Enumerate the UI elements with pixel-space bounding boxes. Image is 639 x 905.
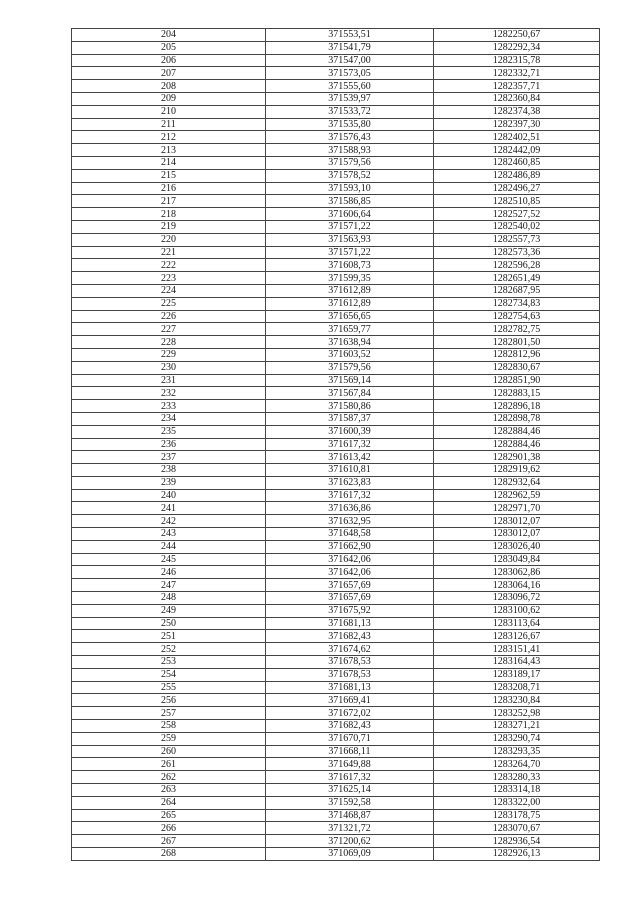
y-coordinate-cell: 1282442,09: [434, 144, 600, 157]
y-coordinate-cell: 1282496,27: [434, 182, 600, 195]
point-number-cell: 239: [72, 476, 266, 489]
point-number-cell: 249: [72, 604, 266, 617]
table-row: [72, 336, 600, 349]
point-number-cell: 210: [72, 105, 266, 118]
y-coordinate-cell: 1283178,75: [434, 809, 600, 822]
table-row: [72, 758, 600, 771]
point-number-cell: 224: [72, 284, 266, 297]
y-coordinate-cell: 1283113,64: [434, 617, 600, 630]
x-coordinate-cell: 371612,89: [266, 297, 434, 310]
y-coordinate-cell: 1282596,28: [434, 259, 600, 272]
y-coordinate-cell: 1282812,96: [434, 348, 600, 361]
point-number-cell: 208: [72, 80, 266, 93]
point-number-cell: 259: [72, 732, 266, 745]
table-row: [72, 208, 600, 221]
y-coordinate-cell: 1282402,51: [434, 131, 600, 144]
table-row: [72, 796, 600, 809]
table-row: [72, 528, 600, 541]
point-number-cell: 252: [72, 643, 266, 656]
table-row: [72, 310, 600, 323]
point-number-cell: 250: [72, 617, 266, 630]
table-row: [72, 92, 600, 105]
x-coordinate-cell: 371648,58: [266, 528, 434, 541]
y-coordinate-cell: 1282332,71: [434, 67, 600, 80]
table-row: [72, 643, 600, 656]
table-row: [72, 451, 600, 464]
y-coordinate-cell: 1282460,85: [434, 156, 600, 169]
point-number-cell: 246: [72, 566, 266, 579]
x-coordinate-cell: 371642,06: [266, 553, 434, 566]
point-number-cell: 253: [72, 656, 266, 669]
point-number-cell: 230: [72, 361, 266, 374]
point-number-cell: 223: [72, 272, 266, 285]
point-number-cell: 228: [72, 336, 266, 349]
y-coordinate-cell: 1282962,59: [434, 489, 600, 502]
point-number-cell: 207: [72, 67, 266, 80]
x-coordinate-cell: 371625,14: [266, 784, 434, 797]
x-coordinate-cell: 371569,14: [266, 374, 434, 387]
point-number-cell: 218: [72, 208, 266, 221]
point-number-cell: 240: [72, 489, 266, 502]
table-row: [72, 105, 600, 118]
x-coordinate-cell: 371681,13: [266, 617, 434, 630]
point-number-cell: 219: [72, 220, 266, 233]
y-coordinate-cell: 1282884,46: [434, 438, 600, 451]
table-row: [72, 489, 600, 502]
point-number-cell: 209: [72, 92, 266, 105]
y-coordinate-cell: 1282919,62: [434, 464, 600, 477]
point-number-cell: 204: [72, 29, 266, 42]
table-row: [72, 694, 600, 707]
table-row: [72, 182, 600, 195]
x-coordinate-cell: 371617,32: [266, 771, 434, 784]
y-coordinate-cell: 1282557,73: [434, 233, 600, 246]
table-row: [72, 348, 600, 361]
point-number-cell: 265: [72, 809, 266, 822]
x-coordinate-cell: 371603,52: [266, 348, 434, 361]
table-row: [72, 67, 600, 80]
table-row: [72, 169, 600, 182]
x-coordinate-cell: 371573,05: [266, 67, 434, 80]
table-row: [72, 54, 600, 67]
y-coordinate-cell: 1282357,71: [434, 80, 600, 93]
point-number-cell: 214: [72, 156, 266, 169]
x-coordinate-cell: 371623,83: [266, 476, 434, 489]
x-coordinate-cell: 371588,93: [266, 144, 434, 157]
point-number-cell: 232: [72, 387, 266, 400]
table-row: [72, 720, 600, 733]
table-row: [72, 630, 600, 643]
x-coordinate-cell: 371657,69: [266, 579, 434, 592]
point-number-cell: 237: [72, 451, 266, 464]
point-number-cell: 205: [72, 41, 266, 54]
y-coordinate-cell: 1283290,74: [434, 732, 600, 745]
x-coordinate-cell: 371580,86: [266, 400, 434, 413]
table-row: [72, 822, 600, 835]
x-coordinate-cell: 371579,56: [266, 156, 434, 169]
point-number-cell: 211: [72, 118, 266, 131]
table-row: [72, 784, 600, 797]
point-number-cell: 225: [72, 297, 266, 310]
y-coordinate-cell: 1283026,40: [434, 540, 600, 553]
table-row: [72, 29, 600, 42]
x-coordinate-cell: 371576,43: [266, 131, 434, 144]
x-coordinate-cell: 371610,81: [266, 464, 434, 477]
point-number-cell: 267: [72, 835, 266, 848]
y-coordinate-cell: 1282901,38: [434, 451, 600, 464]
x-coordinate-cell: 371553,51: [266, 29, 434, 42]
y-coordinate-cell: 1282801,50: [434, 336, 600, 349]
y-coordinate-cell: 1283314,18: [434, 784, 600, 797]
y-coordinate-cell: 1283126,67: [434, 630, 600, 643]
x-coordinate-cell: 371678,53: [266, 656, 434, 669]
y-coordinate-cell: 1282250,67: [434, 29, 600, 42]
table-row: [72, 220, 600, 233]
point-number-cell: 248: [72, 592, 266, 605]
x-coordinate-cell: 371681,13: [266, 681, 434, 694]
table-row: [72, 668, 600, 681]
point-number-cell: 233: [72, 400, 266, 413]
x-coordinate-cell: 371599,35: [266, 272, 434, 285]
point-number-cell: 242: [72, 515, 266, 528]
y-coordinate-cell: 1282651,49: [434, 272, 600, 285]
x-coordinate-cell: 371555,60: [266, 80, 434, 93]
table-row: [72, 809, 600, 822]
x-coordinate-cell: 371642,06: [266, 566, 434, 579]
x-coordinate-cell: 371321,72: [266, 822, 434, 835]
x-coordinate-cell: 371638,94: [266, 336, 434, 349]
x-coordinate-cell: 371608,73: [266, 259, 434, 272]
table-row: [72, 681, 600, 694]
y-coordinate-cell: 1283271,21: [434, 720, 600, 733]
y-coordinate-cell: 1283252,98: [434, 707, 600, 720]
x-coordinate-cell: 371632,95: [266, 515, 434, 528]
x-coordinate-cell: 371682,43: [266, 630, 434, 643]
coordinates-table-body: [72, 29, 600, 861]
x-coordinate-cell: 371563,93: [266, 233, 434, 246]
point-number-cell: 256: [72, 694, 266, 707]
point-number-cell: 255: [72, 681, 266, 694]
x-coordinate-cell: 371069,09: [266, 848, 434, 861]
table-row: [72, 259, 600, 272]
x-coordinate-cell: 371571,22: [266, 220, 434, 233]
table-row: [72, 246, 600, 259]
y-coordinate-cell: 1283049,84: [434, 553, 600, 566]
table-row: [72, 835, 600, 848]
x-coordinate-cell: 371617,32: [266, 489, 434, 502]
point-number-cell: 234: [72, 412, 266, 425]
point-number-cell: 238: [72, 464, 266, 477]
point-number-cell: 216: [72, 182, 266, 195]
y-coordinate-cell: 1283280,33: [434, 771, 600, 784]
y-coordinate-cell: 1282926,13: [434, 848, 600, 861]
y-coordinate-cell: 1283012,07: [434, 528, 600, 541]
y-coordinate-cell: 1282360,84: [434, 92, 600, 105]
x-coordinate-cell: 371674,62: [266, 643, 434, 656]
y-coordinate-cell: 1283322,00: [434, 796, 600, 809]
point-number-cell: 229: [72, 348, 266, 361]
x-coordinate-cell: 371682,43: [266, 720, 434, 733]
point-number-cell: 206: [72, 54, 266, 67]
y-coordinate-cell: 1282397,30: [434, 118, 600, 131]
table-row: [72, 80, 600, 93]
point-number-cell: 221: [72, 246, 266, 259]
point-number-cell: 262: [72, 771, 266, 784]
y-coordinate-cell: 1283012,07: [434, 515, 600, 528]
y-coordinate-cell: 1283293,35: [434, 745, 600, 758]
y-coordinate-cell: 1282734,83: [434, 297, 600, 310]
y-coordinate-cell: 1282896,18: [434, 400, 600, 413]
point-number-cell: 231: [72, 374, 266, 387]
table-row: [72, 195, 600, 208]
table-row: [72, 553, 600, 566]
table-row: [72, 656, 600, 669]
y-coordinate-cell: 1283100,62: [434, 604, 600, 617]
table-row: [72, 323, 600, 336]
x-coordinate-cell: 371612,89: [266, 284, 434, 297]
table-row: [72, 707, 600, 720]
table-row: [72, 374, 600, 387]
table-row: [72, 604, 600, 617]
x-coordinate-cell: 371468,87: [266, 809, 434, 822]
x-coordinate-cell: 371669,41: [266, 694, 434, 707]
table-row: [72, 732, 600, 745]
point-number-cell: 222: [72, 259, 266, 272]
y-coordinate-cell: 1282898,78: [434, 412, 600, 425]
x-coordinate-cell: 371571,22: [266, 246, 434, 259]
table-row: [72, 387, 600, 400]
table-row: [72, 41, 600, 54]
x-coordinate-cell: 371649,88: [266, 758, 434, 771]
y-coordinate-cell: 1282315,78: [434, 54, 600, 67]
table-row: [72, 566, 600, 579]
x-coordinate-cell: 371678,53: [266, 668, 434, 681]
point-number-cell: 244: [72, 540, 266, 553]
y-coordinate-cell: 1283064,16: [434, 579, 600, 592]
point-number-cell: 251: [72, 630, 266, 643]
x-coordinate-cell: 371657,69: [266, 592, 434, 605]
x-coordinate-cell: 371670,71: [266, 732, 434, 745]
x-coordinate-cell: 371567,84: [266, 387, 434, 400]
y-coordinate-cell: 1282754,63: [434, 310, 600, 323]
point-number-cell: 258: [72, 720, 266, 733]
x-coordinate-cell: 371579,56: [266, 361, 434, 374]
x-coordinate-cell: 371541,79: [266, 41, 434, 54]
coordinates-table: [71, 28, 600, 861]
y-coordinate-cell: 1282374,38: [434, 105, 600, 118]
point-number-cell: 261: [72, 758, 266, 771]
x-coordinate-cell: 371539,97: [266, 92, 434, 105]
y-coordinate-cell: 1282782,75: [434, 323, 600, 336]
point-number-cell: 266: [72, 822, 266, 835]
table-row: [72, 540, 600, 553]
y-coordinate-cell: 1282971,70: [434, 502, 600, 515]
table-row: [72, 515, 600, 528]
y-coordinate-cell: 1282573,36: [434, 246, 600, 259]
table-row: [72, 476, 600, 489]
x-coordinate-cell: 371659,77: [266, 323, 434, 336]
table-row: [72, 745, 600, 758]
table-row: [72, 297, 600, 310]
x-coordinate-cell: 371535,80: [266, 118, 434, 131]
x-coordinate-cell: 371600,39: [266, 425, 434, 438]
point-number-cell: 268: [72, 848, 266, 861]
y-coordinate-cell: 1282883,15: [434, 387, 600, 400]
table-row: [72, 438, 600, 451]
y-coordinate-cell: 1282687,95: [434, 284, 600, 297]
table-row: [72, 592, 600, 605]
table-row: [72, 272, 600, 285]
y-coordinate-cell: 1282486,89: [434, 169, 600, 182]
table-row: [72, 156, 600, 169]
y-coordinate-cell: 1283151,41: [434, 643, 600, 656]
y-coordinate-cell: 1282932,64: [434, 476, 600, 489]
x-coordinate-cell: 371200,62: [266, 835, 434, 848]
point-number-cell: 264: [72, 796, 266, 809]
y-coordinate-cell: 1283264,70: [434, 758, 600, 771]
x-coordinate-cell: 371672,02: [266, 707, 434, 720]
table-row: [72, 464, 600, 477]
point-number-cell: 257: [72, 707, 266, 720]
y-coordinate-cell: 1282936,54: [434, 835, 600, 848]
point-number-cell: 220: [72, 233, 266, 246]
y-coordinate-cell: 1283189,17: [434, 668, 600, 681]
point-number-cell: 254: [72, 668, 266, 681]
y-coordinate-cell: 1282851,90: [434, 374, 600, 387]
y-coordinate-cell: 1283070,67: [434, 822, 600, 835]
point-number-cell: 227: [72, 323, 266, 336]
x-coordinate-cell: 371578,52: [266, 169, 434, 182]
x-coordinate-cell: 371662,90: [266, 540, 434, 553]
table-row: [72, 118, 600, 131]
x-coordinate-cell: 371586,85: [266, 195, 434, 208]
table-row: [72, 144, 600, 157]
point-number-cell: 212: [72, 131, 266, 144]
table-row: [72, 617, 600, 630]
y-coordinate-cell: 1282540,02: [434, 220, 600, 233]
y-coordinate-cell: 1283208,71: [434, 681, 600, 694]
point-number-cell: 226: [72, 310, 266, 323]
y-coordinate-cell: 1283062,86: [434, 566, 600, 579]
table-row: [72, 361, 600, 374]
y-coordinate-cell: 1283164,43: [434, 656, 600, 669]
y-coordinate-cell: 1282830,67: [434, 361, 600, 374]
y-coordinate-cell: 1283096,72: [434, 592, 600, 605]
x-coordinate-cell: 371636,86: [266, 502, 434, 515]
point-number-cell: 236: [72, 438, 266, 451]
y-coordinate-cell: 1282884,46: [434, 425, 600, 438]
x-coordinate-cell: 371675,92: [266, 604, 434, 617]
table-row: [72, 771, 600, 784]
point-number-cell: 263: [72, 784, 266, 797]
point-number-cell: 241: [72, 502, 266, 515]
y-coordinate-cell: 1282510,85: [434, 195, 600, 208]
table-row: [72, 579, 600, 592]
point-number-cell: 247: [72, 579, 266, 592]
x-coordinate-cell: 371617,32: [266, 438, 434, 451]
y-coordinate-cell: 1282292,34: [434, 41, 600, 54]
table-row: [72, 131, 600, 144]
x-coordinate-cell: 371533,72: [266, 105, 434, 118]
point-number-cell: 243: [72, 528, 266, 541]
x-coordinate-cell: 371592,58: [266, 796, 434, 809]
y-coordinate-cell: 1283230,84: [434, 694, 600, 707]
x-coordinate-cell: 371587,37: [266, 412, 434, 425]
x-coordinate-cell: 371613,42: [266, 451, 434, 464]
point-number-cell: 213: [72, 144, 266, 157]
x-coordinate-cell: 371668,11: [266, 745, 434, 758]
point-number-cell: 245: [72, 553, 266, 566]
table-row: [72, 502, 600, 515]
table-row: [72, 412, 600, 425]
x-coordinate-cell: 371593,10: [266, 182, 434, 195]
x-coordinate-cell: 371606,64: [266, 208, 434, 221]
table-row: [72, 425, 600, 438]
point-number-cell: 235: [72, 425, 266, 438]
point-number-cell: 215: [72, 169, 266, 182]
x-coordinate-cell: 371656,65: [266, 310, 434, 323]
point-number-cell: 217: [72, 195, 266, 208]
y-coordinate-cell: 1282527,52: [434, 208, 600, 221]
table-row: [72, 284, 600, 297]
table-row: [72, 400, 600, 413]
table-row: [72, 848, 600, 861]
point-number-cell: 260: [72, 745, 266, 758]
table-row: [72, 233, 600, 246]
x-coordinate-cell: 371547,00: [266, 54, 434, 67]
